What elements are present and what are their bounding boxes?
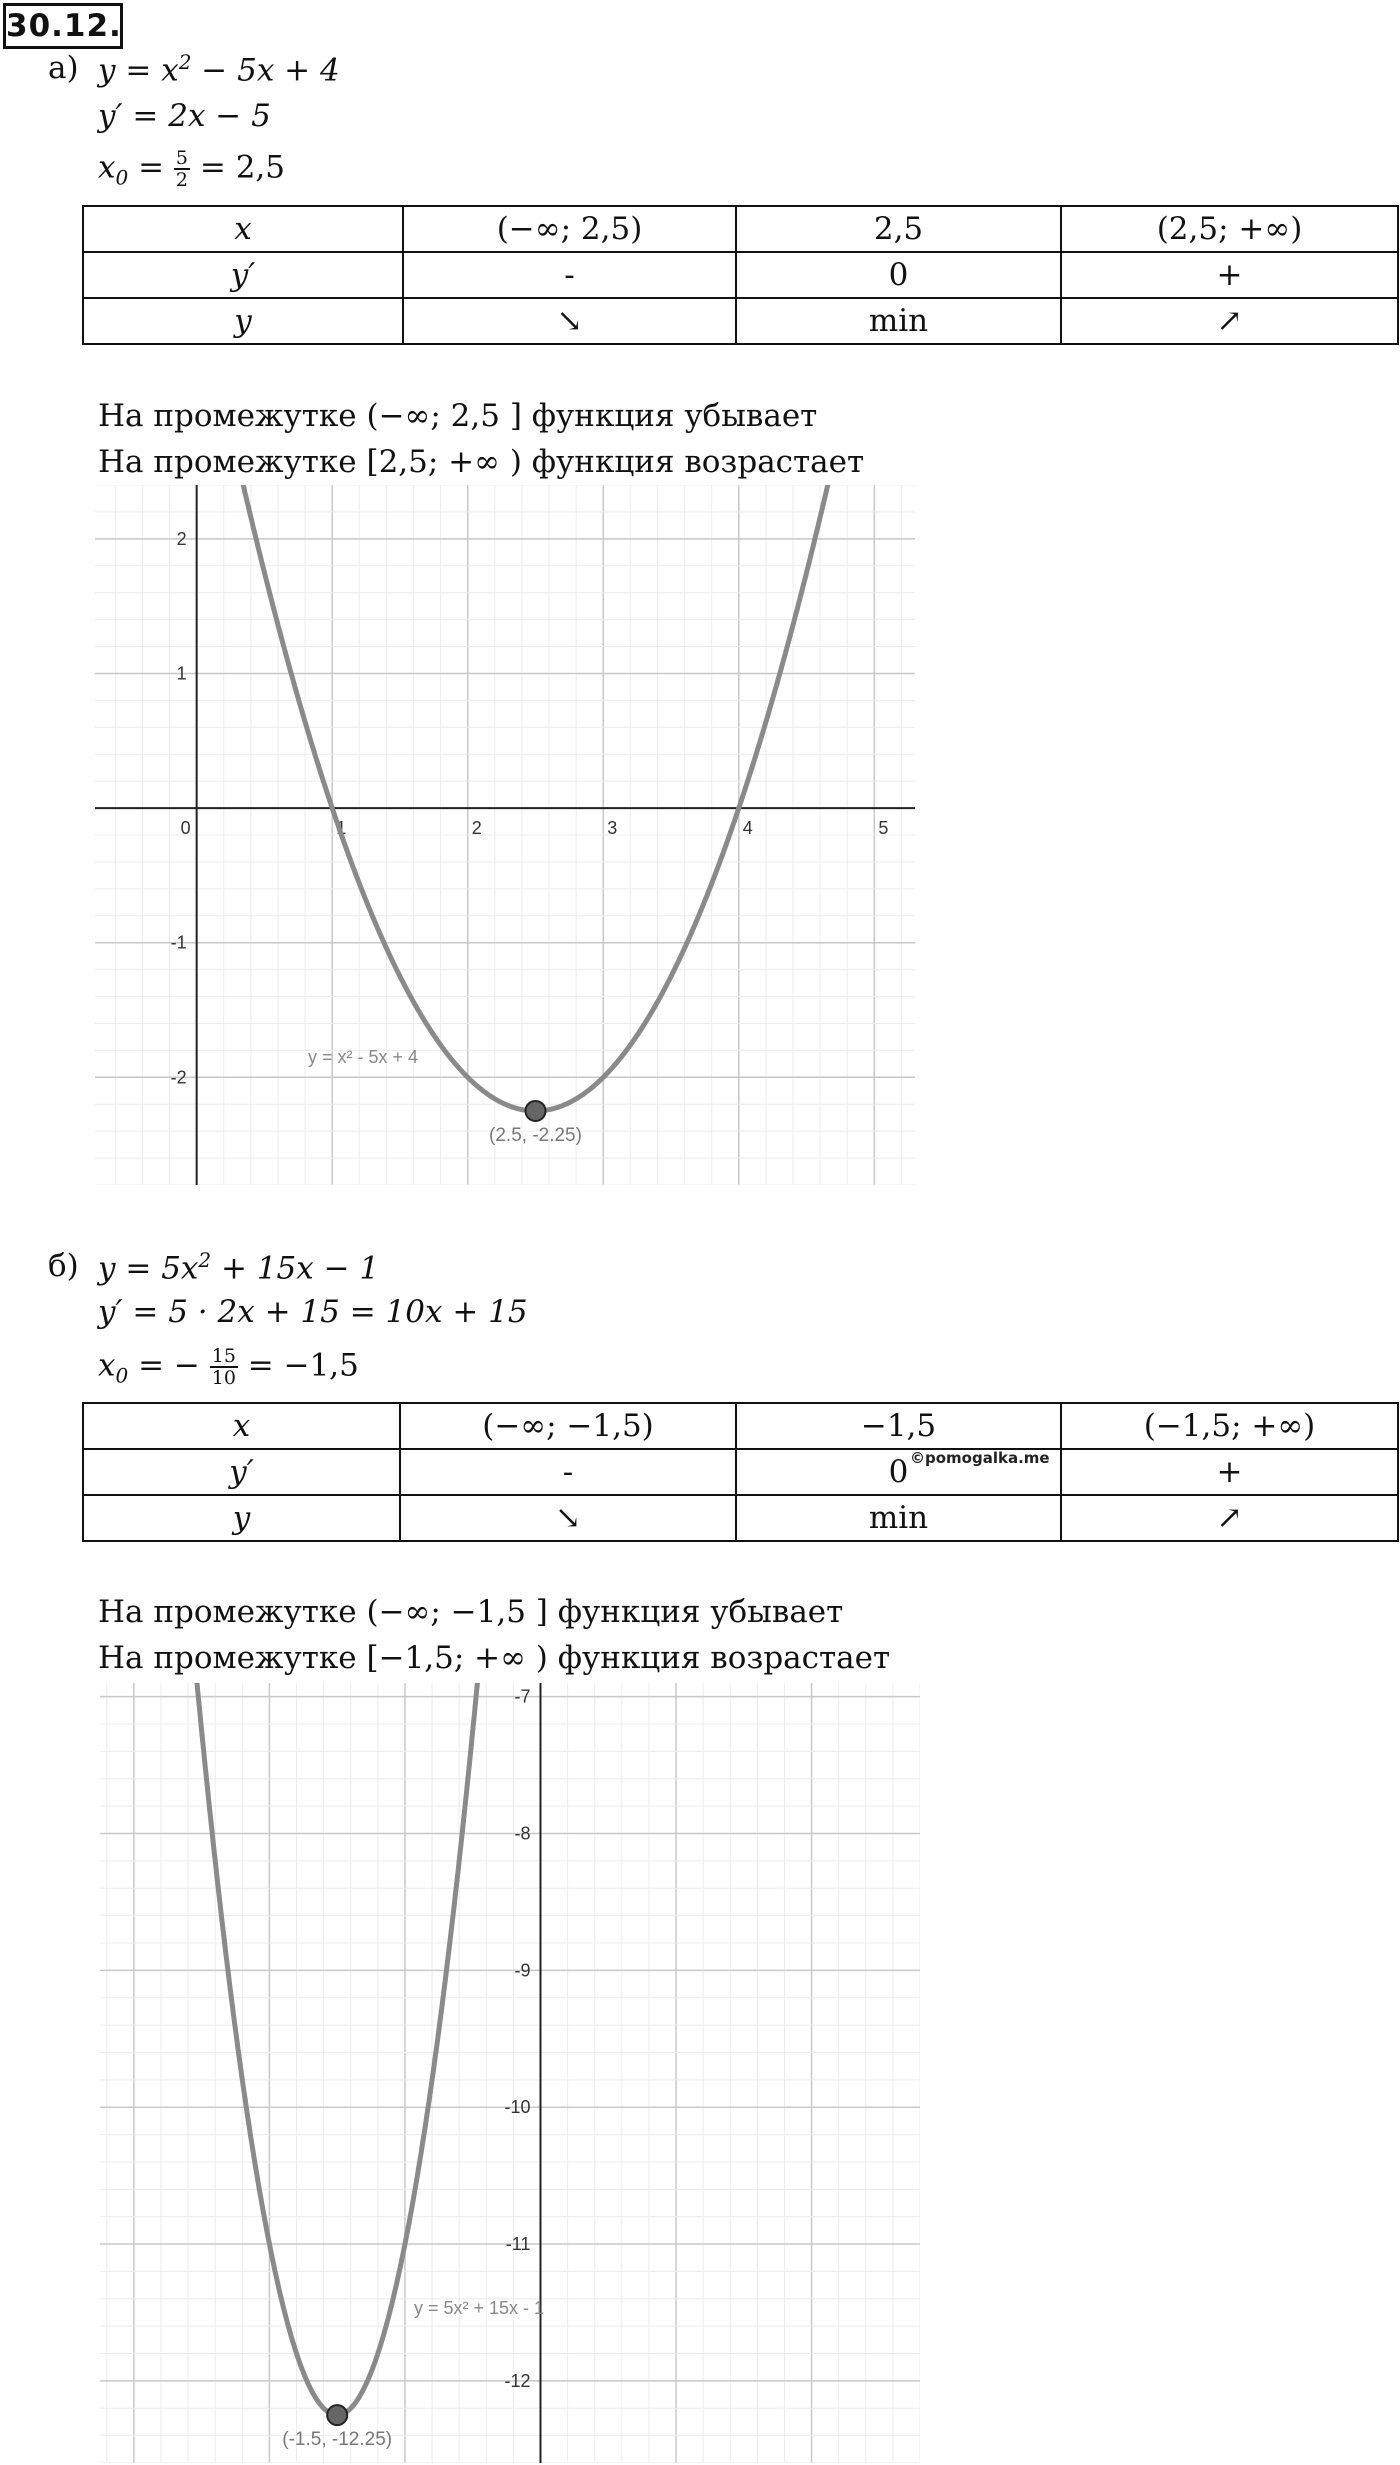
table-row (83, 298, 1398, 344)
fraction-numerator: 5 (175, 147, 188, 169)
part-a-derivative: y′ = 2x − 5 (98, 98, 271, 134)
y-tick-label: 2 (176, 528, 187, 549)
vertex-label: (-1.5, -12.25) (282, 2429, 393, 2451)
part-b-critical-point: $x_0$ = − $\frac{15}{10}$ = −1,5 (98, 1345, 359, 1389)
part-a-graph (95, 485, 915, 1185)
table-cell: + (1061, 252, 1398, 298)
table-cell: 2,5 (736, 206, 1061, 252)
curve-label: y = x² - 5x + 4 (308, 1047, 419, 1067)
table-cell: ↗ (1061, 298, 1398, 344)
table-cell: ↘ (400, 1495, 736, 1541)
part-b-conclusion-decreasing: На промежутке (−∞; −1,5 ] функция убывает (98, 1594, 844, 1630)
part-a-conclusion-decreasing: На промежутке (−∞; 2,5 ] функция убывает (98, 398, 818, 434)
x-tick-label: 0 (180, 818, 191, 839)
part-b-sign-table (82, 1402, 1399, 1542)
table-row (83, 1449, 1398, 1495)
table-cell: −1,5 (736, 1403, 1061, 1449)
y-tick-label: -10 (504, 2097, 531, 2118)
table-row (83, 206, 1398, 252)
y-tick-label: 1 (176, 663, 187, 684)
part-a-conclusion-increasing: На промежутке [2,5; +∞ ) функция возрастает (98, 444, 865, 480)
part-b-graph (100, 1683, 920, 2463)
table-cell: 0 (736, 252, 1061, 298)
table-cell: + (1061, 1449, 1398, 1495)
vertex-point (327, 2405, 347, 2425)
x-tick-label: 5 (878, 818, 889, 839)
table-cell: y′ (83, 252, 403, 298)
table-cell: y (83, 298, 403, 344)
table-cell: (−1,5; +∞) (1061, 1403, 1398, 1449)
fraction-denominator: 10 (211, 1367, 236, 1389)
fraction-numerator: 15 (211, 1345, 236, 1367)
x-tick-label: 4 (742, 818, 753, 839)
table-row (83, 252, 1398, 298)
y-tick-label: -9 (514, 1960, 531, 1981)
table-cell: ↘ (403, 298, 736, 344)
table-cell: (−∞; 2,5) (403, 206, 736, 252)
vertex-label: (2.5, -2.25) (489, 1124, 582, 1146)
table-cell: - (403, 252, 736, 298)
part-a-function: $y = x^2 - 5x + 4$ (98, 50, 340, 89)
function-curve (187, 485, 885, 1111)
part-b-function: $y = 5x^2 + 15x - 1$ (98, 1248, 380, 1287)
vertex-point (525, 1101, 545, 1121)
watermark: ©pomogalka.me (910, 1449, 1050, 1467)
table-cell: y (83, 1495, 400, 1541)
problem-number: 30.12. (3, 3, 123, 49)
y-tick-label: -12 (504, 2370, 531, 2391)
table-cell: (2,5; +∞) (1061, 206, 1398, 252)
part-b-derivative: y′ = 5 · 2x + 15 = 10x + 15 (98, 1294, 528, 1330)
x-tick-label: 1 (336, 818, 347, 839)
x-tick-label: 2 (471, 818, 482, 839)
table-row (83, 1495, 1398, 1541)
part-a-sign-table (82, 205, 1399, 345)
table-row (83, 1403, 1398, 1449)
part-b-label: б) (48, 1248, 79, 1284)
y-tick-label: -7 (514, 1686, 531, 1707)
table-cell: x (83, 206, 403, 252)
y-tick-label: -2 (170, 1067, 187, 1088)
part-b-conclusion-increasing: На промежутке [−1,5; +∞ ) функция возрастает (98, 1640, 891, 1676)
table-cell: min (736, 298, 1061, 344)
y-tick-label: -11 (505, 2234, 531, 2255)
table-cell: y′ (83, 1449, 400, 1495)
curve-label: y = 5x² + 15x - 1 (414, 2298, 545, 2318)
table-cell: (−∞; −1,5) (400, 1403, 736, 1449)
table-cell: 0 (736, 1449, 1061, 1495)
y-tick-label: -8 (514, 1823, 531, 1844)
table-cell: min (736, 1495, 1061, 1541)
fraction-denominator: 2 (175, 169, 188, 191)
table-cell: ↗ (1061, 1495, 1398, 1541)
x-tick-label: 3 (607, 818, 618, 839)
table-cell: x (83, 1403, 400, 1449)
y-tick-label: -1 (170, 932, 187, 953)
part-a-critical-point: $x_0$ = $\frac{5}{2}$ = 2,5 (98, 147, 285, 191)
part-a-label: а) (48, 50, 79, 86)
table-cell: - (400, 1449, 736, 1495)
